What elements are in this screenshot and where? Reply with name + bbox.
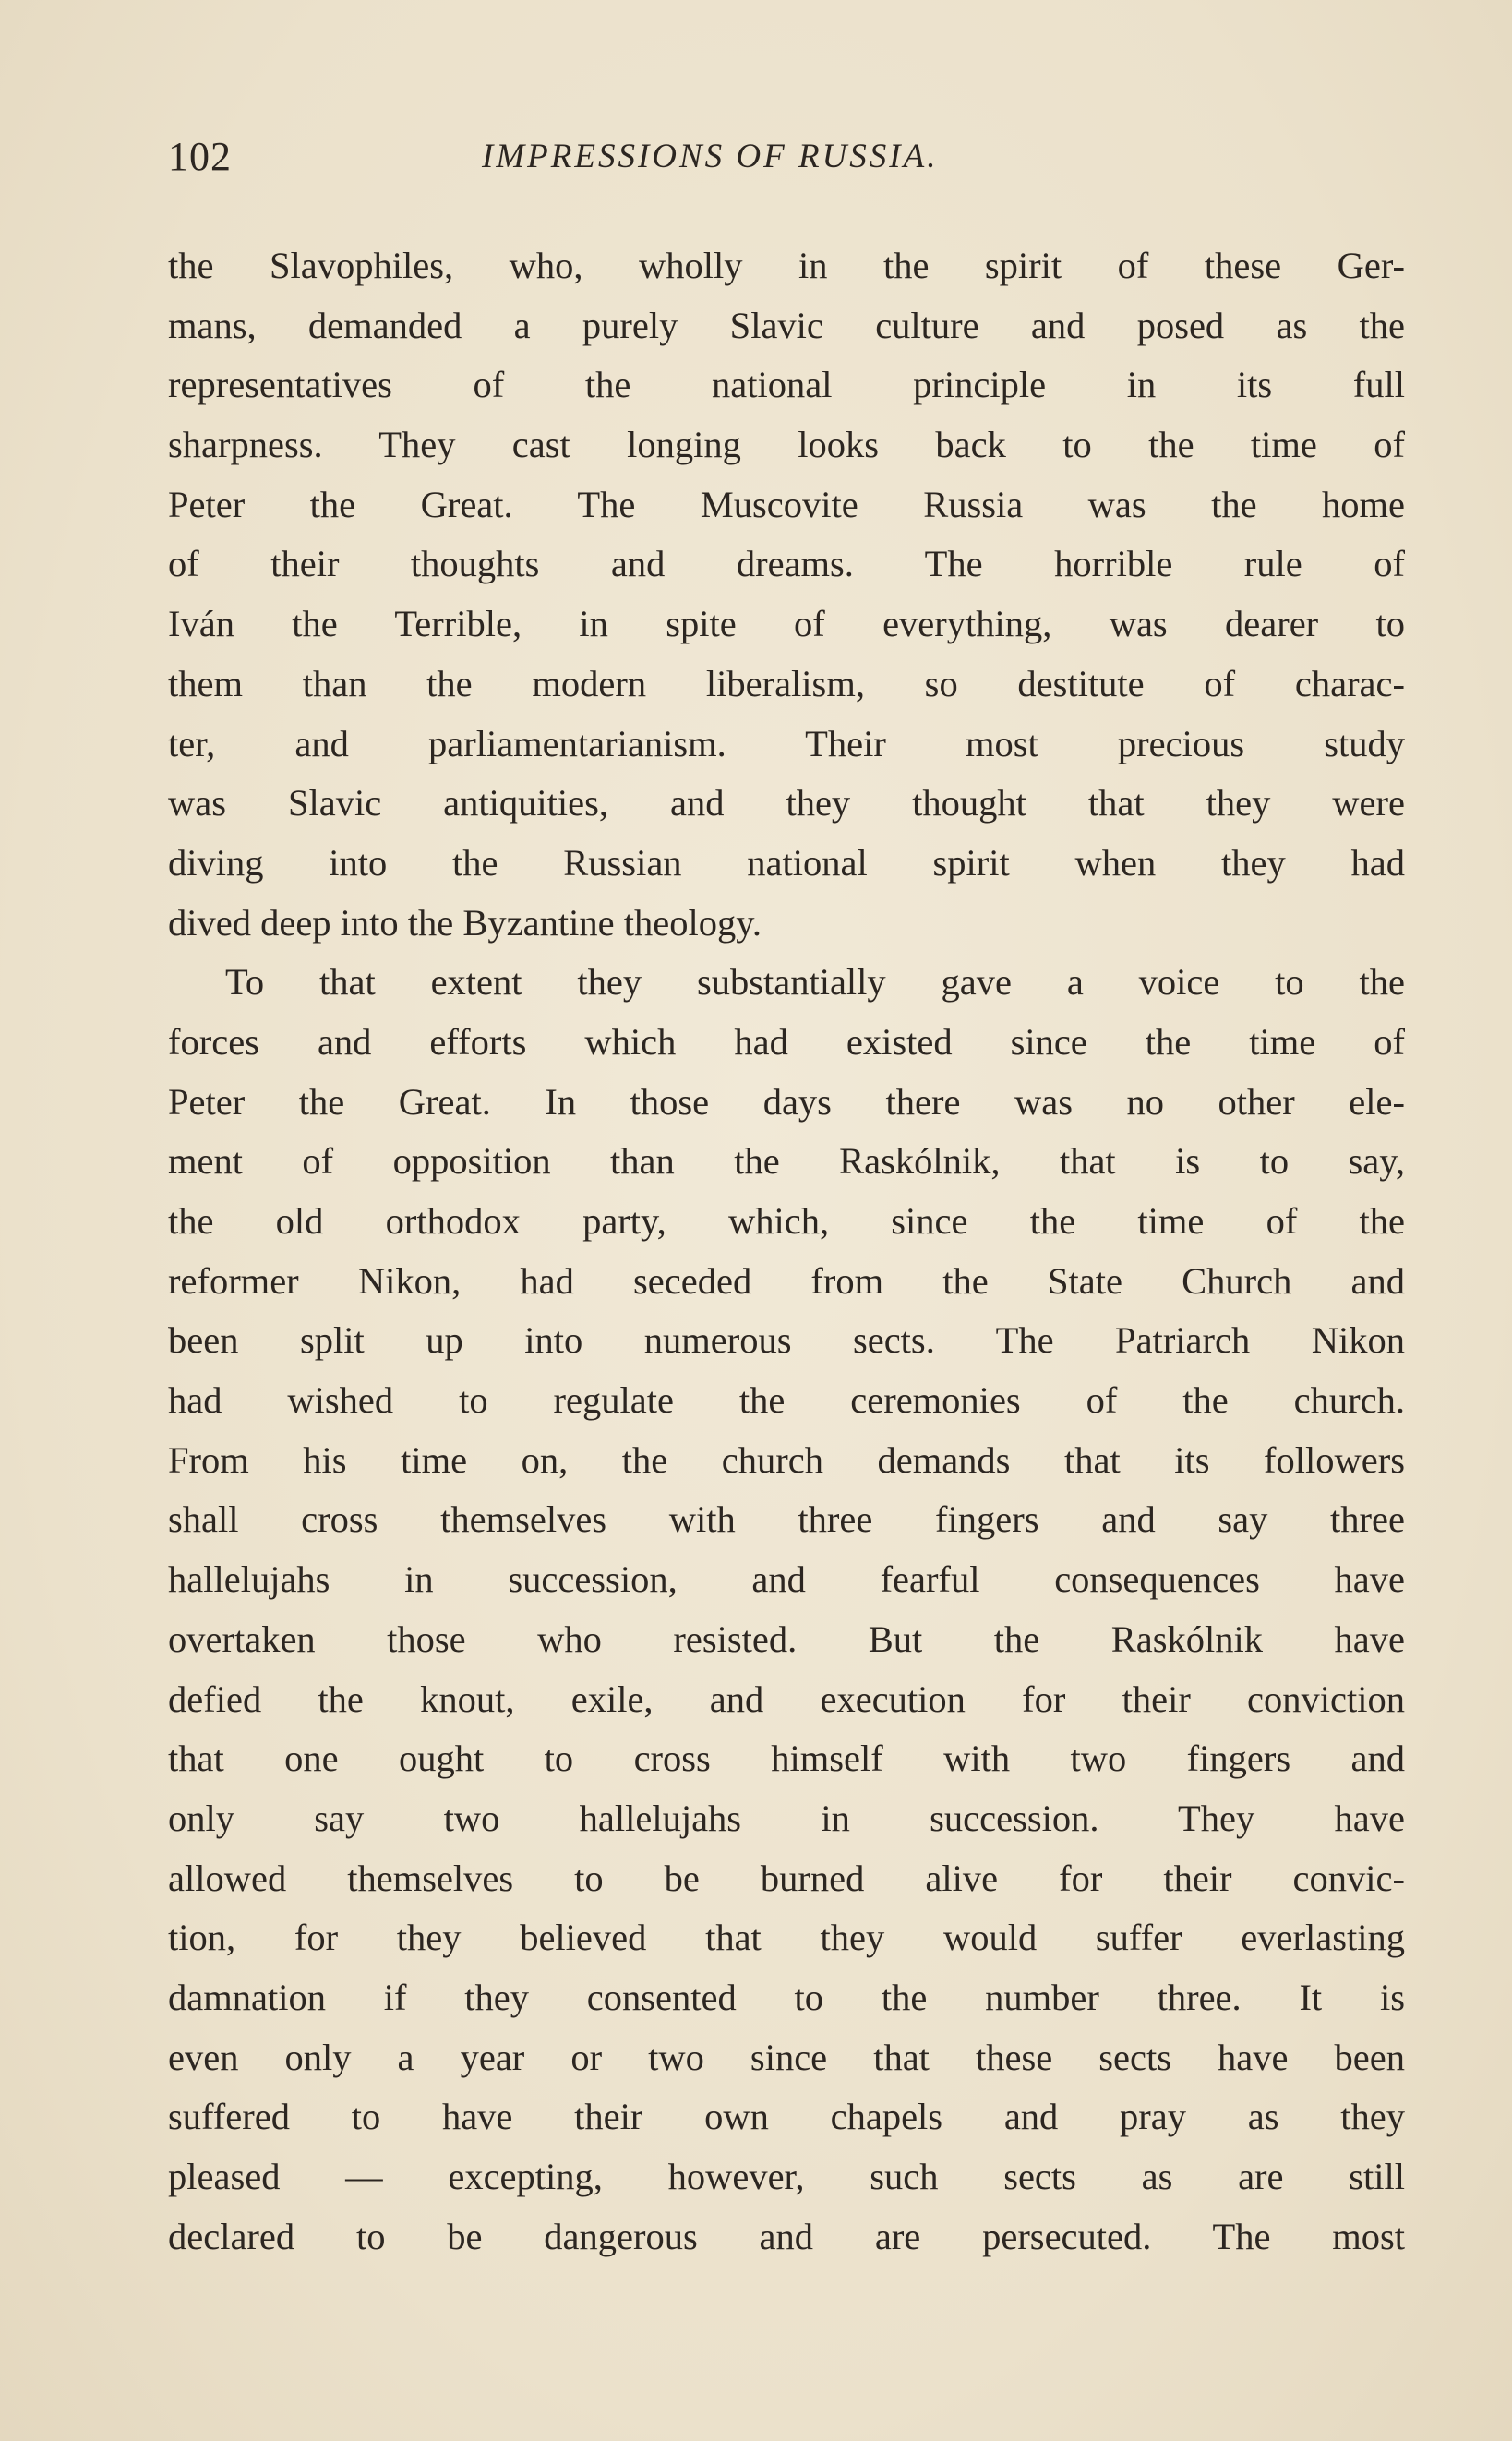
text-line: was Slavic antiquities, and they thought that they were [168, 782, 1405, 824]
text-line: dived deep into the Byzantine theology. [168, 901, 762, 944]
text-line: sharpness. They cast longing looks back to the time of [168, 424, 1405, 466]
text-line: To that extent they substantially gave a voice to the [225, 961, 1405, 1004]
text-line: been split up into numerous sects. The Patriarch Nikon [168, 1319, 1405, 1362]
text-line: that one ought to cross himself with two fingers and [168, 1738, 1405, 1780]
text-line: of their thoughts and dreams. The horrible rule of [168, 543, 1405, 585]
page-number: 102 [168, 134, 232, 179]
running-head: IMPRESSIONS OF RUSSIA. [482, 138, 939, 175]
paragraph [168, 953, 1405, 2267]
text-line: ter, and parliamentarianism. Their most precious study [168, 722, 1405, 764]
text-line: pleased — excepting, however, such sects as are still [168, 2156, 1405, 2197]
text-line: shall cross themselves with three fingers and say three [168, 1498, 1405, 1541]
paragraph [168, 236, 1405, 953]
text-line: the Slavophiles, who, wholly in the spirit of these Ger- [168, 245, 1405, 286]
text-line: forces and efforts which had existed since the time of [168, 1020, 1405, 1063]
text-line: reformer Nikon, had seceded from the State Church and [168, 1259, 1405, 1302]
text-line: Peter the Great. The Muscovite Russia was the home [168, 483, 1405, 525]
text-line: Peter the Great. In those days there was no other ele- [168, 1080, 1405, 1123]
text-line: them than the modern liberalism, so destitute of charac- [168, 662, 1405, 704]
text-line: even only a year or two since that these sects have been [168, 2036, 1405, 2078]
text-line: Iván the Terrible, in spite of everything, was dearer to [168, 603, 1405, 645]
text-line: mans, demanded a purely Slavic culture and posed as the [168, 304, 1405, 346]
text-line: had wished to regulate the ceremonies of the church. [168, 1379, 1405, 1422]
text-line: declared to be dangerous and are persecuted. The most [168, 2215, 1405, 2257]
text-line: defied the knout, exile, and execution for their conviction [168, 1677, 1405, 1720]
text-line: only say two hallelujahs in succession. They have [168, 1797, 1405, 1839]
text-line: damnation if they consented to the number three. It is [168, 1976, 1405, 2018]
text-line: diving into the Russian national spirit when they had [168, 841, 1405, 884]
text-line: the old orthodox party, which, since the time of the [168, 1200, 1405, 1242]
text-line: ment of opposition than the Raskólnik, that is to say, [168, 1140, 1405, 1183]
text-line: From his time on, the church demands that its followers [168, 1438, 1405, 1481]
page-header [168, 129, 1405, 185]
text-line: tion, for they believed that they would suffer everlasting [168, 1917, 1405, 1959]
text-line: suffered to have their own chapels and pray as they [168, 2096, 1405, 2138]
text-line: representatives of the national principle in its full [168, 364, 1405, 406]
text-line: hallelujahs in succession, and fearful consequences have [168, 1558, 1405, 1601]
text-line: allowed themselves to be burned alive for their convic- [168, 1857, 1405, 1899]
body-text [168, 236, 1405, 2267]
text-line: overtaken those who resisted. But the Raskólnik have [168, 1617, 1405, 1660]
